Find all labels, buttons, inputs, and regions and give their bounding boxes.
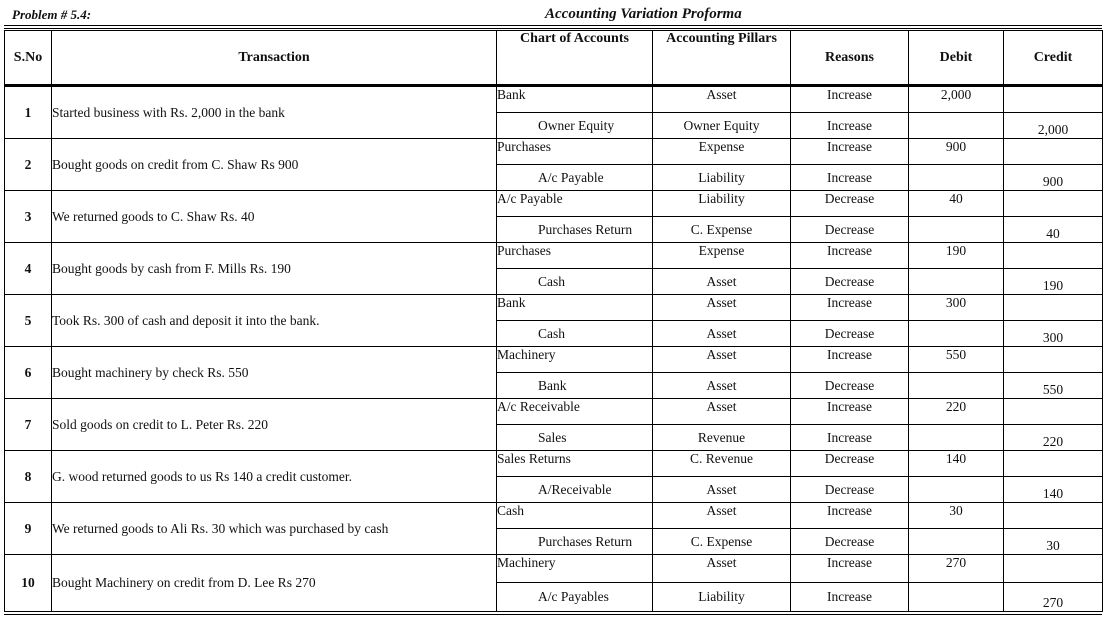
debit-amount-empty	[909, 583, 1004, 612]
transaction-description: Bought Machinery on credit from D. Lee Rs 270	[52, 555, 497, 612]
credit-amount: 550	[1004, 373, 1103, 399]
credit-reason: Increase	[791, 165, 909, 191]
credit-amount: 190	[1004, 269, 1103, 295]
transaction-description: Sold goods on credit to L. Peter Rs. 220	[52, 399, 497, 451]
transaction-description: G. wood returned goods to us Rs 140 a credit customer.	[52, 451, 497, 503]
credit-pillar: Asset	[653, 373, 791, 399]
debit-amount: 900	[909, 139, 1004, 165]
debit-pillar: C. Revenue	[653, 451, 791, 477]
header-rule	[4, 28, 1102, 29]
credit-reason: Increase	[791, 583, 909, 612]
credit-account: A/c Payable	[497, 165, 653, 191]
credit-account: Sales	[497, 425, 653, 451]
credit-amount-empty	[1004, 139, 1103, 165]
debit-reason: Increase	[791, 555, 909, 583]
page-title: Accounting Variation Proforma	[545, 6, 742, 22]
credit-pillar: C. Expense	[653, 529, 791, 555]
table-row	[5, 555, 1103, 583]
credit-amount: 300	[1004, 321, 1103, 347]
credit-reason: Increase	[791, 113, 909, 139]
serial-number: 4	[5, 243, 52, 295]
transaction-description: Started business with Rs. 2,000 in the bank	[52, 86, 497, 139]
header-row	[5, 31, 1103, 86]
debit-account: Machinery	[497, 555, 653, 583]
table-row	[5, 139, 1103, 165]
debit-reason: Increase	[791, 139, 909, 165]
debit-reason: Increase	[791, 399, 909, 425]
debit-account: A/c Receivable	[497, 399, 653, 425]
serial-number: 10	[5, 555, 52, 612]
debit-reason: Increase	[791, 295, 909, 321]
col-header-credit: Credit	[1004, 31, 1103, 86]
credit-pillar: Liability	[653, 165, 791, 191]
debit-amount-empty	[909, 425, 1004, 451]
transaction-description: We returned goods to Ali Rs. 30 which was purchased by cash	[52, 503, 497, 555]
table-row	[5, 451, 1103, 477]
credit-amount-empty	[1004, 86, 1103, 113]
table-row	[5, 503, 1103, 529]
debit-pillar: Expense	[653, 139, 791, 165]
transaction-description: Bought goods on credit from C. Shaw Rs 900	[52, 139, 497, 191]
credit-amount: 2,000	[1004, 113, 1103, 139]
credit-amount-empty	[1004, 451, 1103, 477]
debit-pillar: Expense	[653, 243, 791, 269]
transaction-description: Bought goods by cash from F. Mills Rs. 190	[52, 243, 497, 295]
credit-reason: Decrease	[791, 373, 909, 399]
credit-account: Bank	[497, 373, 653, 399]
table-row	[5, 86, 1103, 113]
credit-pillar: C. Expense	[653, 217, 791, 243]
debit-reason: Decrease	[791, 191, 909, 217]
debit-amount-empty	[909, 529, 1004, 555]
credit-account: Purchases Return	[497, 529, 653, 555]
credit-account: A/Receivable	[497, 477, 653, 503]
problem-number: Problem # 5.4:	[12, 7, 92, 22]
debit-amount-empty	[909, 373, 1004, 399]
credit-amount: 40	[1004, 217, 1103, 243]
debit-amount-empty	[909, 269, 1004, 295]
credit-account: Owner Equity	[497, 113, 653, 139]
debit-pillar: Asset	[653, 503, 791, 529]
serial-number: 9	[5, 503, 52, 555]
credit-reason: Decrease	[791, 217, 909, 243]
col-header-transaction: Transaction	[52, 31, 497, 86]
credit-amount: 270	[1004, 583, 1103, 612]
col-header-sno: S.No	[5, 31, 52, 86]
debit-amount: 190	[909, 243, 1004, 269]
credit-account: A/c Payables	[497, 583, 653, 612]
credit-account: Cash	[497, 321, 653, 347]
credit-amount-empty	[1004, 191, 1103, 217]
debit-account: Bank	[497, 295, 653, 321]
col-header-debit: Debit	[909, 31, 1004, 86]
debit-account: Cash	[497, 503, 653, 529]
debit-pillar: Liability	[653, 191, 791, 217]
debit-pillar: Asset	[653, 86, 791, 113]
serial-number: 5	[5, 295, 52, 347]
table-row	[5, 399, 1103, 425]
header-rule	[4, 25, 1102, 26]
credit-amount-empty	[1004, 503, 1103, 529]
serial-number: 7	[5, 399, 52, 451]
debit-account: Purchases	[497, 243, 653, 269]
debit-amount: 270	[909, 555, 1004, 583]
debit-reason: Increase	[791, 243, 909, 269]
credit-pillar: Owner Equity	[653, 113, 791, 139]
debit-amount-empty	[909, 477, 1004, 503]
table-body	[5, 86, 1103, 612]
debit-reason: Increase	[791, 347, 909, 373]
debit-amount: 550	[909, 347, 1004, 373]
table-row	[5, 191, 1103, 217]
credit-pillar: Asset	[653, 321, 791, 347]
credit-reason: Increase	[791, 425, 909, 451]
credit-amount-empty	[1004, 399, 1103, 425]
credit-amount: 220	[1004, 425, 1103, 451]
col-header-accounting-pillars: Accounting Pillars	[653, 31, 791, 86]
debit-account: Sales Returns	[497, 451, 653, 477]
debit-pillar: Asset	[653, 555, 791, 583]
debit-amount-empty	[909, 321, 1004, 347]
serial-number: 8	[5, 451, 52, 503]
credit-amount: 900	[1004, 165, 1103, 191]
table-row	[5, 243, 1103, 269]
proforma-table	[4, 30, 1103, 612]
serial-number: 6	[5, 347, 52, 399]
credit-amount-empty	[1004, 243, 1103, 269]
debit-amount: 140	[909, 451, 1004, 477]
debit-amount-empty	[909, 113, 1004, 139]
debit-amount: 30	[909, 503, 1004, 529]
serial-number: 1	[5, 86, 52, 139]
transaction-description: Bought machinery by check Rs. 550	[52, 347, 497, 399]
credit-amount-empty	[1004, 295, 1103, 321]
debit-account: Machinery	[497, 347, 653, 373]
serial-number: 2	[5, 139, 52, 191]
credit-reason: Decrease	[791, 321, 909, 347]
debit-reason: Increase	[791, 503, 909, 529]
serial-number: 3	[5, 191, 52, 243]
debit-amount: 2,000	[909, 86, 1004, 113]
transaction-description: Took Rs. 300 of cash and deposit it into the bank.	[52, 295, 497, 347]
col-header-chart-of-accounts: Chart of Accounts	[497, 31, 653, 86]
debit-account: Purchases	[497, 139, 653, 165]
credit-reason: Decrease	[791, 269, 909, 295]
transaction-description: We returned goods to C. Shaw Rs. 40	[52, 191, 497, 243]
debit-reason: Increase	[791, 86, 909, 113]
credit-account: Cash	[497, 269, 653, 295]
table-row	[5, 347, 1103, 373]
credit-amount-empty	[1004, 555, 1103, 583]
debit-pillar: Asset	[653, 399, 791, 425]
col-header-reasons: Reasons	[791, 31, 909, 86]
debit-reason: Decrease	[791, 451, 909, 477]
credit-account: Purchases Return	[497, 217, 653, 243]
debit-amount-empty	[909, 217, 1004, 243]
credit-pillar: Revenue	[653, 425, 791, 451]
debit-account: Bank	[497, 86, 653, 113]
debit-pillar: Asset	[653, 295, 791, 321]
footer-rule	[4, 614, 1102, 615]
debit-pillar: Asset	[653, 347, 791, 373]
credit-amount: 140	[1004, 477, 1103, 503]
credit-pillar: Liability	[653, 583, 791, 612]
debit-amount-empty	[909, 165, 1004, 191]
credit-amount: 30	[1004, 529, 1103, 555]
credit-reason: Decrease	[791, 529, 909, 555]
credit-reason: Decrease	[791, 477, 909, 503]
table-row	[5, 295, 1103, 321]
credit-amount-empty	[1004, 347, 1103, 373]
credit-pillar: Asset	[653, 477, 791, 503]
debit-amount: 300	[909, 295, 1004, 321]
debit-account: A/c Payable	[497, 191, 653, 217]
debit-amount: 40	[909, 191, 1004, 217]
credit-pillar: Asset	[653, 269, 791, 295]
debit-amount: 220	[909, 399, 1004, 425]
